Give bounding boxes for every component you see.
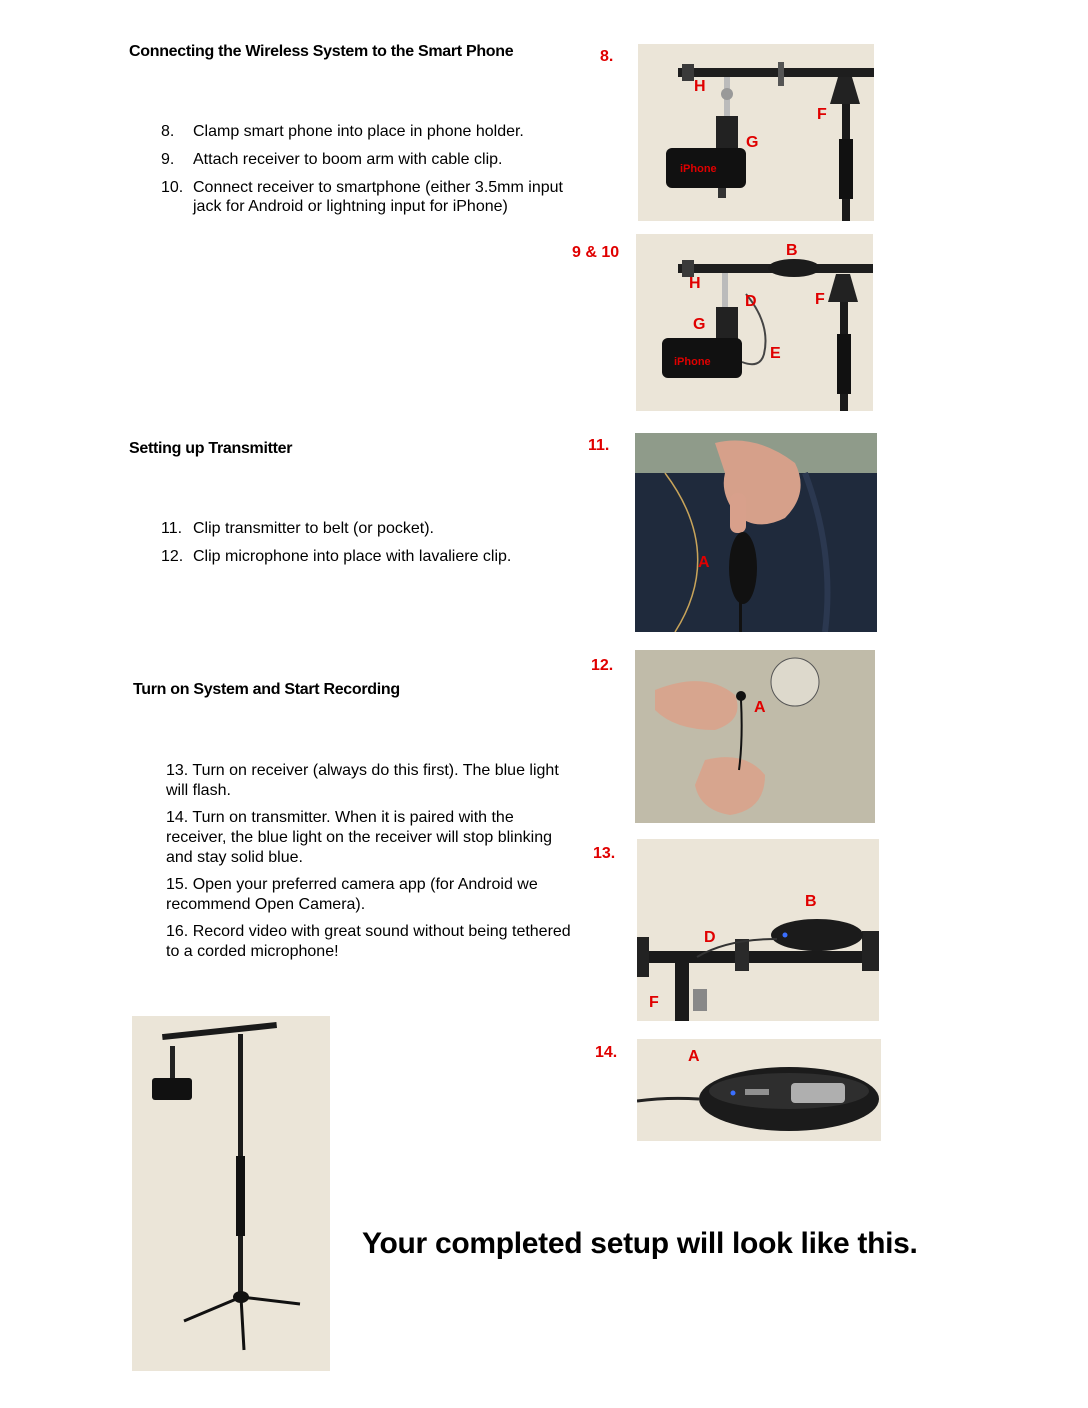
figure-8-letter-f: F [817,106,827,123]
figure-11-label: 11. [588,437,610,454]
step-12: 12. Clip microphone into place with lavaliere clip. [161,548,512,565]
figure-8-phone-label: iPhone [680,163,717,175]
receiver-connected-image [636,234,873,411]
figure-12-label: 12. [591,657,614,674]
figure-12-photo [635,650,875,823]
transmitter-on-belt-image [635,433,877,632]
completed-setup-caption: Your completed setup will look like this. [362,1227,918,1260]
figure-9-10-photo [636,234,873,411]
figure-9-10-letter-g: G [693,316,706,333]
figure-11-photo [635,433,877,632]
figure-9-10-letter-f: F [815,291,825,308]
step-9: 9. Attach receiver to boom arm with cable clip. [161,151,503,168]
step-16: 16. Record video with great sound without being tethered to a corded microphone! [166,923,571,960]
completed-setup-photo [132,1016,330,1371]
completed-mic-stand-image [132,1016,330,1371]
receiver-on-boom-image [637,839,879,1021]
figure-8-letter-g: G [746,134,759,151]
mic-stand-phone-holder-image [638,44,874,221]
step-8: 8. Clamp smart phone into place in phone holder. [161,123,524,140]
figure-13-letter-b: B [805,893,817,910]
step-11: 11. Clip transmitter to belt (or pocket). [161,520,434,537]
transmitter-steps-list [161,519,591,575]
step-10: 10. Connect receiver to smartphone (either 3.5mm input jack for Android or lightning input for iPhone) [161,179,563,215]
figure-14-letter-a: A [688,1048,700,1065]
section-heading-transmitter: Setting up Transmitter [129,440,293,457]
figure-12-letter-a: A [754,699,766,716]
figure-8-photo [638,44,874,221]
figure-13-photo [637,839,879,1021]
galaxy-trek-transmitter-image [637,1039,881,1141]
recording-steps-list [166,761,578,969]
figure-9-10-letter-e: E [770,345,781,362]
step-13: 13. Turn on receiver (always do this first). The blue light will flash. [166,762,559,799]
figure-9-10-phone-label: iPhone [674,356,711,368]
figure-14-label: 14. [595,1044,618,1061]
figure-9-10-letter-d: D [745,293,757,310]
figure-14-photo [637,1039,881,1141]
lavaliere-clip-image [635,650,875,823]
connecting-steps-list [161,122,581,225]
figure-9-10-letter-h: H [689,275,701,292]
figure-13-label: 13. [593,845,616,862]
figure-13-letter-f: F [649,994,659,1011]
figure-13-letter-d: D [704,929,716,946]
figure-9-10-letter-b: B [786,242,798,259]
section-heading-recording: Turn on System and Start Recording [133,681,400,698]
figure-8-label: 8. [600,48,614,65]
figure-11-letter-a: A [698,554,710,571]
step-15: 15. Open your preferred camera app (for Android we recommend Open Camera). [166,876,538,913]
section-heading-connecting: Connecting the Wireless System to the Smart Phone [129,43,514,60]
figure-8-letter-h: H [694,78,706,95]
figure-9-10-label: 9 & 10 [572,244,620,261]
step-14: 14. Turn on transmitter. When it is paired with the receiver, the blue light on the receiver will stop blinking and stay solid blue. [166,809,552,866]
